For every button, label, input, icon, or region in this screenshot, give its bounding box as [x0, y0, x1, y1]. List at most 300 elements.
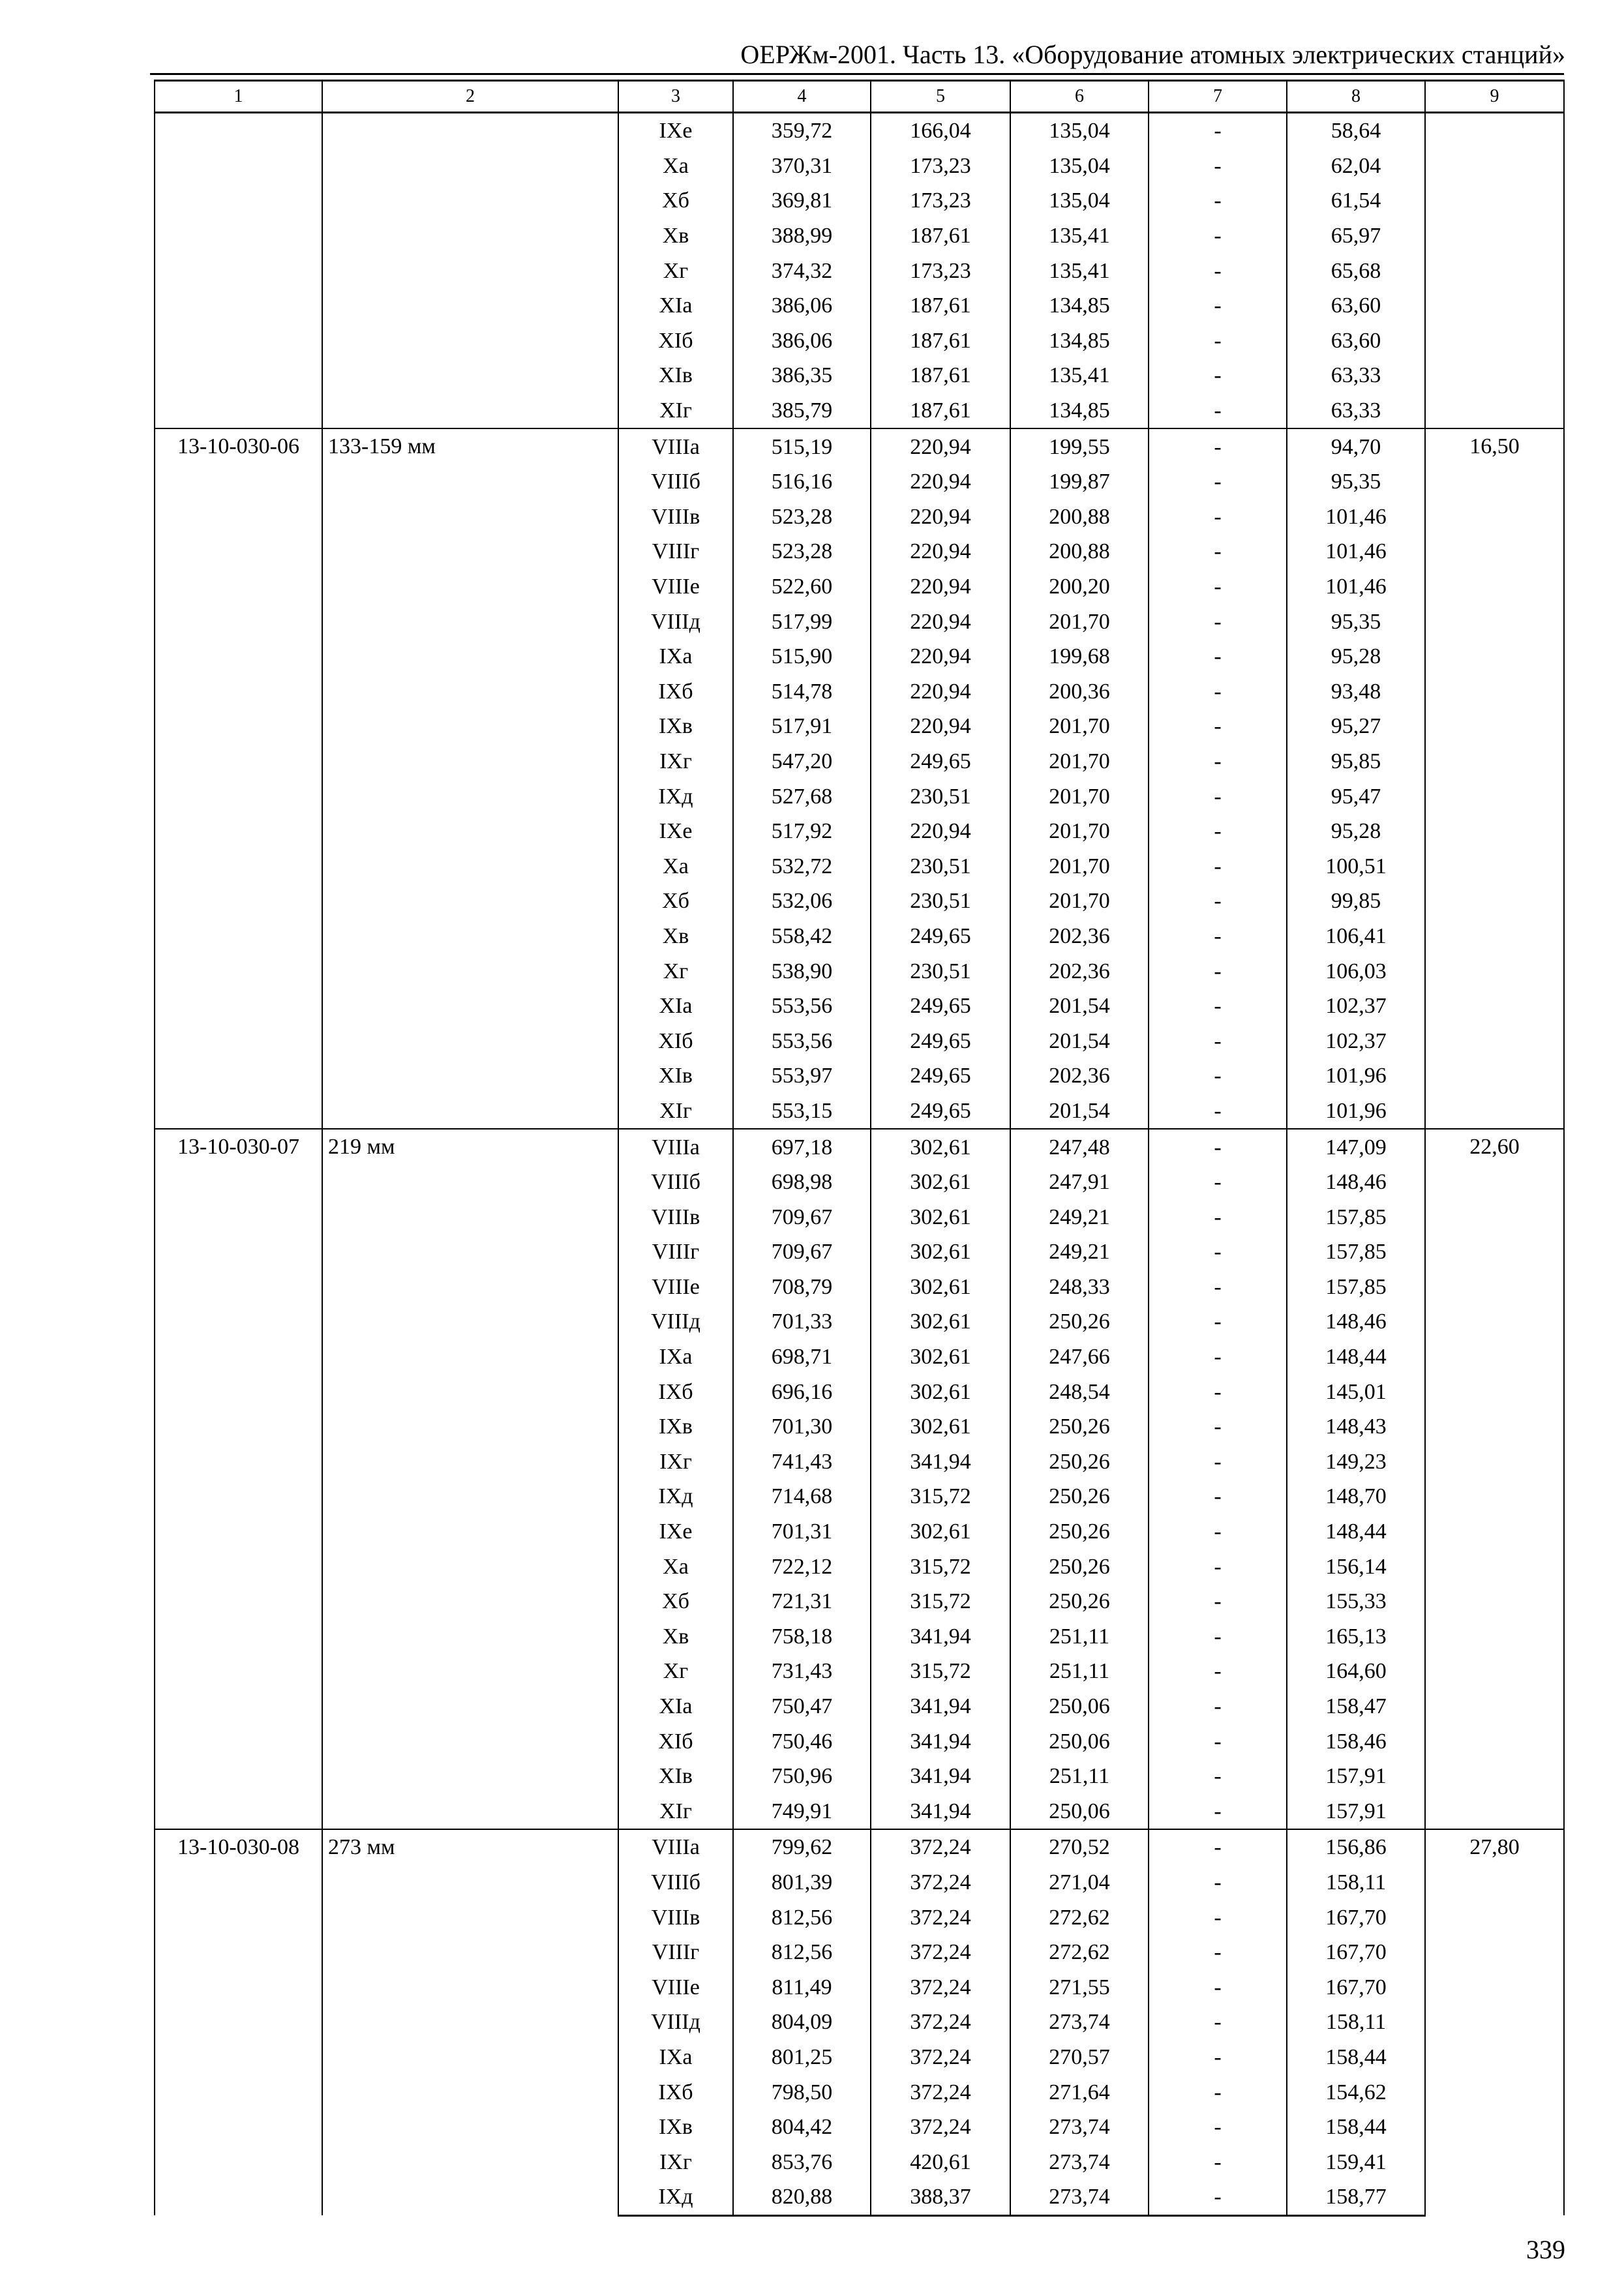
cell-col8: 148,44	[1287, 1514, 1425, 1549]
cell-col4: 709,67	[733, 1199, 871, 1234]
cell-col7: -	[1149, 183, 1287, 218]
cell-col6: 248,54	[1010, 1374, 1149, 1409]
cell-col6: 273,74	[1010, 2179, 1149, 2215]
column-number: 9	[1425, 81, 1564, 113]
cell-category: Xа	[618, 149, 733, 184]
rate-code: 13-10-030-06	[155, 428, 322, 1129]
cell-col4: 708,79	[733, 1270, 871, 1305]
cell-category: Xб	[618, 884, 733, 919]
cell-col8: 147,09	[1287, 1129, 1425, 1165]
cell-col7: -	[1149, 2110, 1287, 2145]
cell-col5: 315,72	[871, 1549, 1010, 1584]
cell-category: IXб	[618, 674, 733, 710]
cell-col4: 374,32	[733, 253, 871, 288]
material-mass	[1425, 113, 1564, 429]
cell-col5: 249,65	[871, 1058, 1010, 1094]
cell-col5: 249,65	[871, 1094, 1010, 1130]
cell-col4: 553,97	[733, 1058, 871, 1094]
cell-col4: 386,06	[733, 288, 871, 323]
cell-col8: 157,85	[1287, 1270, 1425, 1305]
cell-col4: 522,60	[733, 569, 871, 605]
cell-col6: 250,26	[1010, 1479, 1149, 1514]
cell-col4: 741,43	[733, 1444, 871, 1480]
cell-col5: 372,24	[871, 1829, 1010, 1865]
cell-col4: 721,31	[733, 1584, 871, 1619]
cell-col8: 149,23	[1287, 1444, 1425, 1480]
cell-col7: -	[1149, 253, 1287, 288]
cell-category: Xв	[618, 919, 733, 954]
cell-col8: 148,70	[1287, 1479, 1425, 1514]
cell-col8: 148,46	[1287, 1304, 1425, 1339]
cell-category: VIIIб	[618, 1865, 733, 1900]
cell-category: XIг	[618, 1794, 733, 1830]
cell-category: IXв	[618, 1409, 733, 1444]
cell-col6: 201,54	[1010, 989, 1149, 1024]
cell-col5: 302,61	[871, 1339, 1010, 1375]
cell-col7: -	[1149, 1619, 1287, 1654]
cell-category: Xа	[618, 848, 733, 884]
cell-col6: 202,36	[1010, 919, 1149, 954]
page-header-title: ОЕРЖм-2001. Часть 13. «Оборудование атомных электрических станций»	[740, 40, 1565, 69]
cell-col6: 201,54	[1010, 1094, 1149, 1130]
cell-category: IXб	[618, 2074, 733, 2110]
rates-table-body	[155, 81, 1564, 2216]
column-number: 8	[1287, 81, 1425, 113]
cell-col8: 158,44	[1287, 2110, 1425, 2145]
cell-col7: -	[1149, 1794, 1287, 1830]
cell-col4: 798,50	[733, 2074, 871, 2110]
column-number: 3	[618, 81, 733, 113]
material-mass: 22,60	[1425, 1129, 1564, 1829]
cell-col6: 201,70	[1010, 744, 1149, 779]
cell-col6: 248,33	[1010, 1270, 1149, 1305]
cell-col7: -	[1149, 288, 1287, 323]
cell-col7: -	[1149, 464, 1287, 500]
cell-col5: 220,94	[871, 709, 1010, 744]
cell-col5: 220,94	[871, 500, 1010, 535]
cell-col5: 249,65	[871, 989, 1010, 1024]
cell-col7: -	[1149, 534, 1287, 569]
cell-category: IXг	[618, 1444, 733, 1480]
cell-col5: 341,94	[871, 1689, 1010, 1724]
cell-col8: 94,70	[1287, 428, 1425, 464]
cell-col4: 523,28	[733, 534, 871, 569]
cell-col6: 199,87	[1010, 464, 1149, 500]
cell-category: VIIIв	[618, 1900, 733, 1935]
column-number: 1	[155, 81, 322, 113]
cell-col7: -	[1149, 1199, 1287, 1234]
cell-category: IXд	[618, 779, 733, 814]
cell-col6: 251,11	[1010, 1619, 1149, 1654]
cell-col5: 220,94	[871, 674, 1010, 710]
cell-col4: 517,91	[733, 709, 871, 744]
cell-col4: 532,06	[733, 884, 871, 919]
cell-col4: 698,71	[733, 1339, 871, 1375]
cell-col5: 249,65	[871, 744, 1010, 779]
cell-col8: 95,28	[1287, 639, 1425, 674]
cell-col7: -	[1149, 989, 1287, 1024]
cell-col4: 820,88	[733, 2179, 871, 2215]
cell-col6: 199,68	[1010, 639, 1149, 674]
cell-col6: 272,62	[1010, 1935, 1149, 1970]
page-number: 339	[1526, 2235, 1565, 2264]
cell-col7: -	[1149, 1270, 1287, 1305]
cell-category: IXг	[618, 744, 733, 779]
cell-col6: 270,52	[1010, 1829, 1149, 1865]
cell-col4: 517,99	[733, 604, 871, 639]
cell-col6: 250,06	[1010, 1724, 1149, 1759]
cell-col7: -	[1149, 149, 1287, 184]
cell-col8: 156,86	[1287, 1829, 1425, 1865]
cell-col6: 250,26	[1010, 1409, 1149, 1444]
cell-category: XIа	[618, 288, 733, 323]
cell-col6: 271,64	[1010, 2074, 1149, 2110]
cell-col5: 372,24	[871, 2005, 1010, 2040]
cell-col6: 201,70	[1010, 709, 1149, 744]
cell-col5: 302,61	[871, 1165, 1010, 1200]
cell-col5: 220,94	[871, 534, 1010, 569]
cell-col6: 201,70	[1010, 814, 1149, 849]
table-row	[155, 428, 1564, 464]
cell-category: Xб	[618, 183, 733, 218]
cell-col7: -	[1149, 884, 1287, 919]
cell-col4: 553,15	[733, 1094, 871, 1130]
cell-col7: -	[1149, 2005, 1287, 2040]
cell-col8: 99,85	[1287, 884, 1425, 919]
cell-category: Xг	[618, 1654, 733, 1689]
cell-col8: 106,41	[1287, 919, 1425, 954]
cell-col6: 250,26	[1010, 1514, 1149, 1549]
cell-col7: -	[1149, 1759, 1287, 1794]
cell-category: XIа	[618, 1689, 733, 1724]
cell-category: XIг	[618, 393, 733, 429]
cell-col5: 230,51	[871, 884, 1010, 919]
cell-col6: 201,70	[1010, 604, 1149, 639]
cell-col5: 220,94	[871, 814, 1010, 849]
cell-col7: -	[1149, 218, 1287, 254]
cell-col8: 95,85	[1287, 744, 1425, 779]
cell-col6: 134,85	[1010, 323, 1149, 359]
cell-col8: 95,28	[1287, 814, 1425, 849]
cell-col8: 167,70	[1287, 1935, 1425, 1970]
cell-col6: 135,04	[1010, 149, 1149, 184]
cell-col8: 95,27	[1287, 709, 1425, 744]
cell-col4: 385,79	[733, 393, 871, 429]
cell-col5: 372,24	[871, 1865, 1010, 1900]
cell-col6: 251,11	[1010, 1759, 1149, 1794]
cell-col6: 247,91	[1010, 1165, 1149, 1200]
column-number: 7	[1149, 81, 1287, 113]
cell-col4: 514,78	[733, 674, 871, 710]
cell-col7: -	[1149, 1865, 1287, 1900]
cell-col7: -	[1149, 113, 1287, 149]
cell-col5: 302,61	[871, 1129, 1010, 1165]
cell-category: VIIIб	[618, 1165, 733, 1200]
cell-category: XIв	[618, 358, 733, 393]
cell-category: VIIIд	[618, 1304, 733, 1339]
cell-col5: 173,23	[871, 149, 1010, 184]
cell-col5: 220,94	[871, 604, 1010, 639]
rate-code	[155, 113, 322, 429]
cell-col8: 63,33	[1287, 393, 1425, 429]
cell-category: VIIIд	[618, 2005, 733, 2040]
cell-col8: 65,97	[1287, 218, 1425, 254]
cell-col5: 302,61	[871, 1270, 1010, 1305]
cell-col4: 801,39	[733, 1865, 871, 1900]
cell-col7: -	[1149, 1514, 1287, 1549]
cell-col4: 386,06	[733, 323, 871, 359]
cell-col8: 158,46	[1287, 1724, 1425, 1759]
cell-col6: 250,06	[1010, 1794, 1149, 1830]
cell-category: IXг	[618, 2144, 733, 2179]
cell-col5: 187,61	[871, 288, 1010, 323]
cell-col7: -	[1149, 1584, 1287, 1619]
cell-col7: -	[1149, 1058, 1287, 1094]
cell-col4: 749,91	[733, 1794, 871, 1830]
cell-col6: 250,26	[1010, 1304, 1149, 1339]
cell-category: VIIIа	[618, 1829, 733, 1865]
cell-col6: 250,26	[1010, 1444, 1149, 1480]
table-row	[155, 1129, 1564, 1165]
cell-category: VIIIд	[618, 604, 733, 639]
cell-col7: -	[1149, 1094, 1287, 1130]
cell-col6: 135,04	[1010, 113, 1149, 149]
cell-col7: -	[1149, 1165, 1287, 1200]
cell-col5: 220,94	[871, 464, 1010, 500]
cell-col6: 201,70	[1010, 779, 1149, 814]
cell-col8: 106,03	[1287, 953, 1425, 989]
cell-col7: -	[1149, 2144, 1287, 2179]
cell-col4: 799,62	[733, 1829, 871, 1865]
cell-col4: 515,19	[733, 428, 871, 464]
cell-col4: 701,30	[733, 1409, 871, 1444]
cell-col5: 315,72	[871, 1479, 1010, 1514]
rate-name	[322, 113, 618, 429]
rate-name: 219 мм	[322, 1129, 618, 1829]
cell-col8: 101,96	[1287, 1058, 1425, 1094]
cell-col5: 341,94	[871, 1759, 1010, 1794]
cell-col7: -	[1149, 1549, 1287, 1584]
cell-category: XIв	[618, 1058, 733, 1094]
cell-category: Xв	[618, 1619, 733, 1654]
cell-col7: -	[1149, 1409, 1287, 1444]
cell-col8: 102,37	[1287, 989, 1425, 1024]
cell-col8: 101,46	[1287, 534, 1425, 569]
cell-col7: -	[1149, 709, 1287, 744]
cell-col6: 135,41	[1010, 253, 1149, 288]
cell-col5: 187,61	[871, 358, 1010, 393]
cell-col5: 372,24	[871, 2110, 1010, 2145]
material-mass: 27,80	[1425, 1829, 1564, 2215]
cell-col6: 273,74	[1010, 2005, 1149, 2040]
cell-col7: -	[1149, 1339, 1287, 1375]
cell-col5: 187,61	[871, 323, 1010, 359]
cell-col6: 201,54	[1010, 1023, 1149, 1058]
cell-col7: -	[1149, 1129, 1287, 1165]
cell-category: IXв	[618, 709, 733, 744]
cell-col8: 63,60	[1287, 288, 1425, 323]
cell-col5: 230,51	[871, 848, 1010, 884]
cell-col7: -	[1149, 1374, 1287, 1409]
cell-col5: 249,65	[871, 919, 1010, 954]
cell-col8: 93,48	[1287, 674, 1425, 710]
cell-col5: 220,94	[871, 428, 1010, 464]
cell-col7: -	[1149, 919, 1287, 954]
cell-col5: 302,61	[871, 1409, 1010, 1444]
cell-category: IXв	[618, 2110, 733, 2145]
cell-col4: 701,31	[733, 1514, 871, 1549]
cell-col6: 272,62	[1010, 1900, 1149, 1935]
column-number: 2	[322, 81, 618, 113]
cell-col7: -	[1149, 674, 1287, 710]
cell-col7: -	[1149, 428, 1287, 464]
cell-col4: 722,12	[733, 1549, 871, 1584]
cell-col7: -	[1149, 1724, 1287, 1759]
cell-col6: 199,55	[1010, 428, 1149, 464]
cell-col4: 714,68	[733, 1479, 871, 1514]
cell-category: IXа	[618, 1339, 733, 1375]
cell-col5: 249,65	[871, 1023, 1010, 1058]
cell-category: IXа	[618, 2040, 733, 2075]
cell-col7: -	[1149, 358, 1287, 393]
cell-col4: 801,25	[733, 2040, 871, 2075]
cell-col5: 220,94	[871, 639, 1010, 674]
cell-col6: 201,70	[1010, 884, 1149, 919]
cell-category: Xа	[618, 1549, 733, 1584]
cell-col8: 148,43	[1287, 1409, 1425, 1444]
cell-col8: 101,46	[1287, 500, 1425, 535]
cell-col7: -	[1149, 779, 1287, 814]
cell-col5: 372,24	[871, 1935, 1010, 1970]
cell-col5: 187,61	[871, 218, 1010, 254]
cell-col5: 302,61	[871, 1234, 1010, 1270]
cell-col7: -	[1149, 569, 1287, 605]
cell-col6: 249,21	[1010, 1234, 1149, 1270]
cell-col5: 173,23	[871, 183, 1010, 218]
cell-col4: 750,47	[733, 1689, 871, 1724]
cell-col7: -	[1149, 1234, 1287, 1270]
cell-col4: 516,16	[733, 464, 871, 500]
cell-col7: -	[1149, 1444, 1287, 1480]
cell-col5: 187,61	[871, 393, 1010, 429]
cell-col5: 315,72	[871, 1654, 1010, 1689]
cell-category: VIIIе	[618, 569, 733, 605]
rate-name: 133-159 мм	[322, 428, 618, 1129]
cell-col8: 157,91	[1287, 1794, 1425, 1830]
cell-col4: 369,81	[733, 183, 871, 218]
cell-category: IXе	[618, 113, 733, 149]
cell-col7: -	[1149, 604, 1287, 639]
cell-category: VIIIв	[618, 1199, 733, 1234]
cell-col5: 230,51	[871, 953, 1010, 989]
cell-col5: 341,94	[871, 1444, 1010, 1480]
cell-col4: 517,92	[733, 814, 871, 849]
cell-col4: 553,56	[733, 989, 871, 1024]
cell-col8: 157,85	[1287, 1234, 1425, 1270]
cell-col7: -	[1149, 1023, 1287, 1058]
cell-col6: 271,04	[1010, 1865, 1149, 1900]
rates-table	[154, 80, 1565, 2217]
cell-col8: 159,41	[1287, 2144, 1425, 2179]
cell-col8: 95,47	[1287, 779, 1425, 814]
cell-col7: -	[1149, 1969, 1287, 2005]
table-row	[155, 113, 1564, 149]
cell-col6: 273,74	[1010, 2144, 1149, 2179]
cell-col4: 812,56	[733, 1935, 871, 1970]
cell-col5: 341,94	[871, 1794, 1010, 1830]
cell-col4: 750,96	[733, 1759, 871, 1794]
cell-col6: 249,21	[1010, 1199, 1149, 1234]
cell-col5: 166,04	[871, 113, 1010, 149]
cell-col8: 158,11	[1287, 2005, 1425, 2040]
cell-col4: 750,46	[733, 1724, 871, 1759]
cell-col7: -	[1149, 2040, 1287, 2075]
cell-col7: -	[1149, 393, 1287, 429]
cell-col4: 709,67	[733, 1234, 871, 1270]
cell-col7: -	[1149, 2074, 1287, 2110]
cell-col8: 156,14	[1287, 1549, 1425, 1584]
cell-category: XIг	[618, 1094, 733, 1130]
cell-col4: 359,72	[733, 113, 871, 149]
cell-col6: 247,48	[1010, 1129, 1149, 1165]
cell-category: IXд	[618, 2179, 733, 2215]
cell-col5: 302,61	[871, 1514, 1010, 1549]
cell-col4: 697,18	[733, 1129, 871, 1165]
cell-col4: 532,72	[733, 848, 871, 884]
cell-col4: 812,56	[733, 1900, 871, 1935]
cell-col4: 698,98	[733, 1165, 871, 1200]
cell-category: IXд	[618, 1479, 733, 1514]
cell-col8: 63,60	[1287, 323, 1425, 359]
cell-col8: 102,37	[1287, 1023, 1425, 1058]
cell-col5: 302,61	[871, 1374, 1010, 1409]
cell-col6: 200,88	[1010, 534, 1149, 569]
cell-col4: 696,16	[733, 1374, 871, 1409]
cell-col6: 201,70	[1010, 848, 1149, 884]
cell-col8: 157,91	[1287, 1759, 1425, 1794]
cell-col6: 251,11	[1010, 1654, 1149, 1689]
cell-col6: 250,26	[1010, 1549, 1149, 1584]
cell-col7: -	[1149, 744, 1287, 779]
cell-col8: 148,44	[1287, 1339, 1425, 1375]
cell-col8: 148,46	[1287, 1165, 1425, 1200]
cell-col7: -	[1149, 1689, 1287, 1724]
column-number: 5	[871, 81, 1010, 113]
cell-col5: 372,24	[871, 2074, 1010, 2110]
header-divider	[150, 73, 1564, 75]
cell-col5: 315,72	[871, 1584, 1010, 1619]
cell-col4: 388,99	[733, 218, 871, 254]
cell-col8: 165,13	[1287, 1619, 1425, 1654]
table-row	[155, 1829, 1564, 1865]
cell-category: XIа	[618, 989, 733, 1024]
column-number: 4	[733, 81, 871, 113]
cell-col6: 250,26	[1010, 1584, 1149, 1619]
cell-category: Xб	[618, 1584, 733, 1619]
cell-col8: 100,51	[1287, 848, 1425, 884]
cell-col4: 811,49	[733, 1969, 871, 2005]
cell-category: VIIIг	[618, 1234, 733, 1270]
cell-col7: -	[1149, 323, 1287, 359]
cell-col7: -	[1149, 2179, 1287, 2215]
cell-col4: 853,76	[733, 2144, 871, 2179]
cell-category: VIIIе	[618, 1270, 733, 1305]
cell-col5: 372,24	[871, 2040, 1010, 2075]
material-mass: 16,50	[1425, 428, 1564, 1129]
cell-category: VIIIа	[618, 428, 733, 464]
cell-category: XIв	[618, 1759, 733, 1794]
cell-category: Xг	[618, 253, 733, 288]
